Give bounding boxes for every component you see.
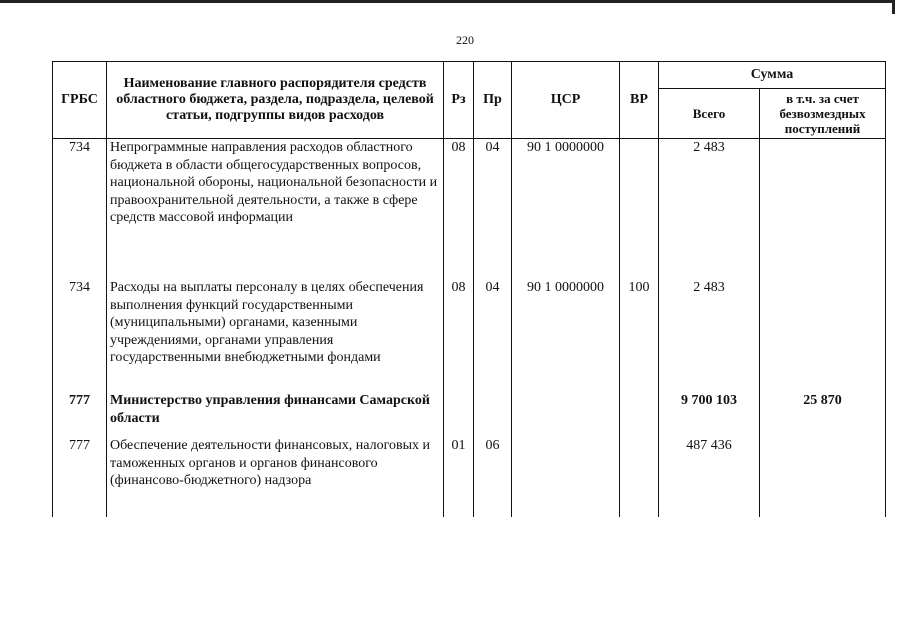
cell-csr xyxy=(512,392,620,437)
cell-rz: 08 xyxy=(444,139,474,280)
cell-grbs: 777 xyxy=(53,437,107,517)
cell-grbs: 734 xyxy=(53,279,107,392)
cell-vr xyxy=(620,392,659,437)
cell-grants xyxy=(760,139,886,280)
table-header xyxy=(53,62,886,139)
cell-grbs: 734 xyxy=(53,139,107,280)
table-row xyxy=(53,437,886,517)
cell-csr: 90 1 0000000 xyxy=(512,139,620,280)
cell-vr xyxy=(620,139,659,280)
cell-name: Расходы на выплаты персоналу в целях обеспечения выполнения функций государственными (муниципальными) органами, казенными учреждениями, органами управления государственными внебюджетными фондами xyxy=(107,279,444,392)
table-row xyxy=(53,279,886,392)
cell-pr: 04 xyxy=(474,279,512,392)
cell-grants xyxy=(760,437,886,517)
budget-table xyxy=(52,61,886,517)
cell-pr: 06 xyxy=(474,437,512,517)
cell-name: Непрограммные направления расходов областного бюджета в области общегосударственных вопросов, национальной обороны, национальной безопасности и правоохранительной деятельности, а также в сфере средств массовой информации xyxy=(107,139,444,280)
cell-total: 9 700 103 xyxy=(659,392,760,437)
header-grants: в т.ч. за счет безвозмездных поступлений xyxy=(760,89,886,139)
header-sum: Сумма xyxy=(659,62,886,89)
header-total: Всего xyxy=(659,89,760,139)
cell-rz: 01 xyxy=(444,437,474,517)
cell-grants xyxy=(760,279,886,392)
cell-total: 2 483 xyxy=(659,139,760,280)
cell-vr: 100 xyxy=(620,279,659,392)
page-number: 220 xyxy=(456,33,474,47)
cell-total: 2 483 xyxy=(659,279,760,392)
cell-total: 487 436 xyxy=(659,437,760,517)
cell-pr: 04 xyxy=(474,139,512,280)
cell-csr: 90 1 0000000 xyxy=(512,279,620,392)
cell-rz: 08 xyxy=(444,279,474,392)
cell-vr xyxy=(620,437,659,517)
cell-csr xyxy=(512,437,620,517)
table-row xyxy=(53,392,886,437)
table-row xyxy=(53,139,886,280)
right-border-line xyxy=(892,0,895,14)
header-grbs: ГРБС xyxy=(53,62,107,139)
header-rz: Рз xyxy=(444,62,474,139)
header-pr: Пр xyxy=(474,62,512,139)
cell-rz xyxy=(444,392,474,437)
cell-name: Министерство управления финансами Самарской области xyxy=(107,392,444,437)
header-name: Наименование главного распорядителя средств областного бюджета, раздела, подраздела, целевой статьи, подгруппы видов расходов xyxy=(107,62,444,139)
cell-name: Обеспечение деятельности финансовых, налоговых и таможенных органов и органов финансового (финансово-бюджетного) надзора xyxy=(107,437,444,517)
cell-grants: 25 870 xyxy=(760,392,886,437)
header-csr: ЦСР xyxy=(512,62,620,139)
cell-grbs: 777 xyxy=(53,392,107,437)
top-border-line xyxy=(0,0,893,3)
header-vr: ВР xyxy=(620,62,659,139)
cell-pr xyxy=(474,392,512,437)
